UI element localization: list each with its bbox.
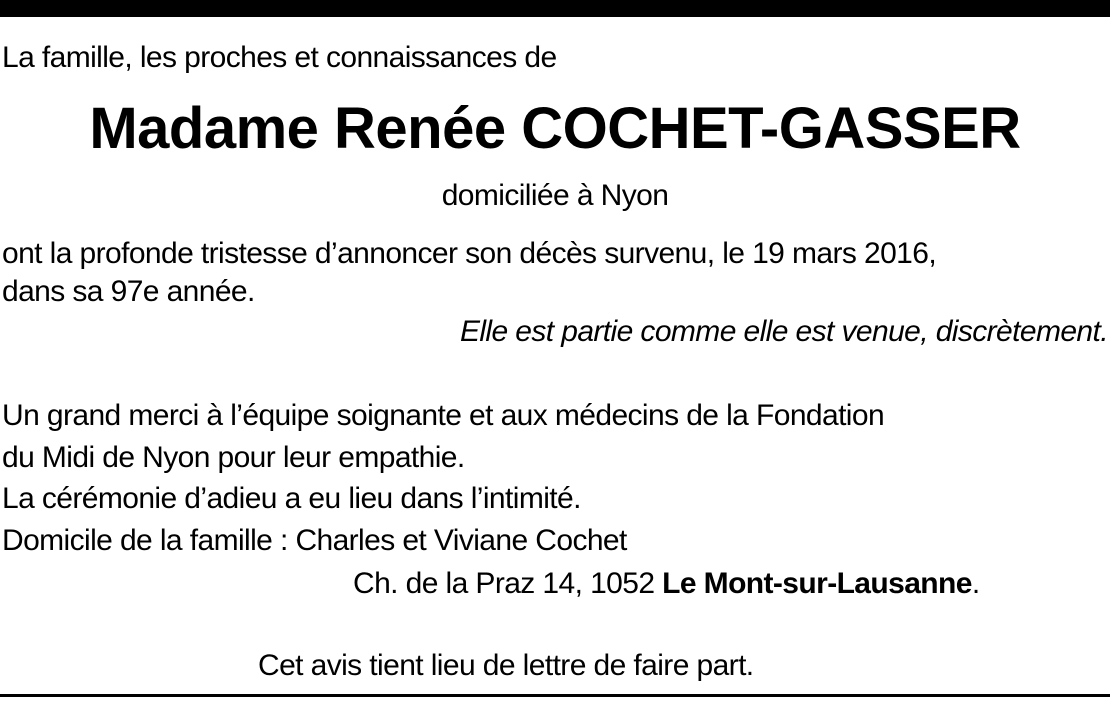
bottom-border-rule: [0, 694, 1110, 697]
top-border-rule: [0, 0, 1110, 17]
ceremony-line: La cérémonie d’adieu a eu lieu dans l’intimité.: [2, 482, 581, 515]
address-street: Ch. de la Praz 14, 1052: [353, 567, 663, 600]
residence-line: domiciliée à Nyon: [441, 179, 669, 212]
address-line: [353, 566, 980, 602]
address-end: .: [971, 567, 980, 600]
address-town: Le Mont-sur-Lausanne: [662, 567, 972, 600]
intro-line: La famille, les proches et connaissances de: [2, 41, 557, 74]
thanks-line-2: du Midi de Nyon pour leur empathie.: [2, 441, 465, 474]
family-domicile-line: Domicile de la famille : Charles et Viviane Cochet: [2, 524, 627, 557]
announcement-line-2: dans sa 97e année.: [2, 275, 255, 308]
quote-line: Elle est partie comme elle est venue, discrètement.: [459, 315, 1108, 348]
announcement-line-1: ont la profonde tristesse d’annoncer son décès survenu, le 19 mars 2016,: [2, 237, 937, 270]
thanks-line-1: Un grand merci à l’équipe soignante et aux médecins de la Fondation: [2, 399, 885, 432]
deceased-name-heading: Madame Renée COCHET-GASSER: [89, 96, 1021, 161]
closing-line: Cet avis tient lieu de lettre de faire part.: [258, 649, 754, 682]
